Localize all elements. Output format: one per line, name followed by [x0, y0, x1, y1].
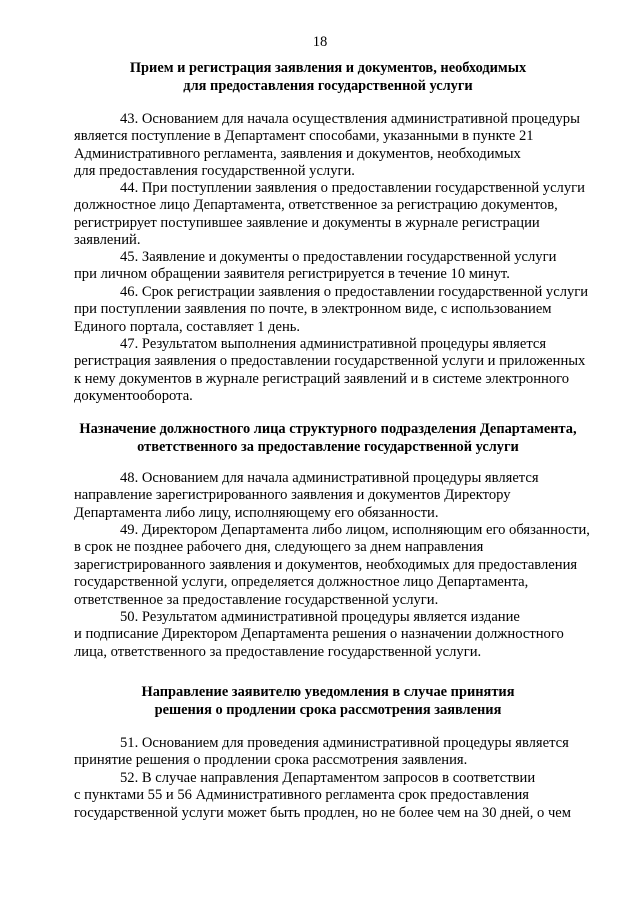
text-line: зарегистрированного заявления и документов, необходимых для предоставления: [74, 556, 578, 573]
text-line: принятие решения о продлении срока рассмотрения заявления.: [74, 752, 468, 769]
text-line: 49. Директором Департамента либо лицом, исполняющим его обязанности,: [120, 522, 590, 538]
paragraph-47: [74, 336, 615, 406]
text-line: государственной услуги может быть продлен, но не более чем на 30 дней, о чем: [74, 804, 572, 821]
text-line: для предоставления государственной услуги.: [74, 163, 355, 180]
text-line: Направление заявителю уведомления в случае принятия: [141, 684, 515, 700]
paragraph-45: [74, 249, 615, 284]
text-line: 52. В случае направления Департаментом запросов в соответствии: [120, 770, 536, 786]
text-line: Единого портала, составляет 1 день.: [74, 318, 301, 335]
text-line: в срок не позднее рабочего дня, следующего за днем направления: [74, 539, 484, 556]
text-line: Административного регламента, заявления и документов, необходимых: [74, 145, 521, 162]
text-line: 48. Основанием для начала административной процедуры является: [120, 470, 539, 486]
text-line: к нему документов в журнале регистраций заявлений и в системе электронного: [74, 370, 570, 387]
text-line: лица, ответственного за предоставление государственной услуги.: [74, 643, 482, 660]
text-line: 51. Основанием для проведения административной процедуры является: [120, 735, 569, 751]
text-line: документооборота.: [74, 388, 193, 405]
text-line: должностное лицо Департамента, ответственное за регистрацию документов,: [74, 197, 558, 214]
paragraph-46: [74, 284, 615, 336]
paragraph-43: [74, 111, 615, 181]
text-line: государственной услуги, определяется должностное лицо Департамента,: [74, 574, 529, 591]
text-line: 46. Срок регистрации заявления о предоставлении государственной услуги: [120, 284, 589, 300]
text-line: является поступление в Департамент способами, указанными в пункте 21: [74, 128, 534, 145]
paragraph-52: [74, 770, 615, 822]
text-line: ответственное за предоставление государственной услуги.: [74, 591, 439, 608]
paragraph-48: [74, 470, 615, 522]
text-line: направление зарегистрированного заявления и документов Директору: [74, 487, 511, 504]
text-line: при поступлении заявления по почте, в электронном виде, с использованием: [74, 301, 552, 318]
paragraph-51: [74, 735, 615, 770]
text-line: с пунктами 55 и 56 Административного регламента срок предоставления: [74, 787, 529, 804]
text-line: Назначение должностного лица структурного подразделения Департамента,: [79, 421, 577, 437]
text-line: регистрация заявления о предоставлении государственной услуги и приложенных: [74, 353, 586, 370]
section-heading-notification: [58, 684, 598, 719]
paragraph-44: [74, 180, 615, 250]
text-line: ответственного за предоставление государственной услуги: [137, 438, 519, 455]
text-line: при личном обращении заявителя регистрируется в течение 10 минут.: [74, 266, 510, 283]
text-line: 45. Заявление и документы о предоставлении государственной услуги: [120, 249, 557, 265]
section-heading-appointment: [58, 421, 598, 456]
text-line: 44. При поступлении заявления о предоставлении государственной услуги: [120, 180, 585, 196]
page-number: 18: [312, 34, 328, 50]
text-line: решения о продлении срока рассмотрения заявления: [154, 701, 502, 718]
text-line: 47. Результатом выполнения административной процедуры является: [120, 336, 547, 352]
section-heading-reception: [58, 60, 598, 95]
text-line: для предоставления государственной услуги: [183, 77, 473, 94]
text-line: и подписание Директором Департамента решения о назначении должностного: [74, 626, 564, 643]
paragraph-50: [74, 609, 615, 661]
text-line: Департамента либо лицу, исполняющему его обязанности.: [74, 504, 439, 521]
text-line: заявлений.: [74, 232, 141, 249]
text-line: 43. Основанием для начала осуществления административной процедуры: [120, 111, 580, 127]
text-line: регистрирует поступившее заявление и документы в журнале регистрации: [74, 214, 540, 231]
text-line: 50. Результатом административной процедуры является издание: [120, 609, 520, 625]
text-line: Прием и регистрация заявления и документов, необходимых: [129, 60, 527, 76]
paragraph-49: [74, 522, 615, 609]
